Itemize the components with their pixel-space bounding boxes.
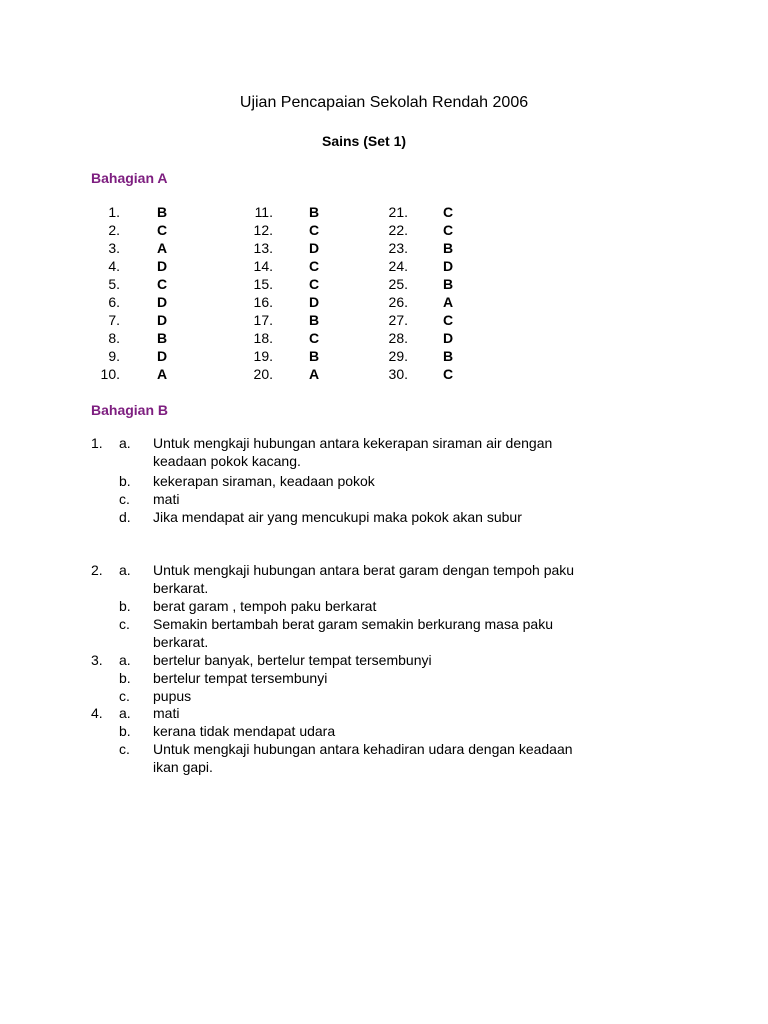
question-number: 30. [388,366,408,382]
question-number: 1. [91,435,103,451]
answer-text: Untuk mengkaji hubungan antara kekerapan siraman air dengan [153,435,553,451]
sub-question-letter: c. [119,741,130,757]
question-number: 1. [108,204,120,220]
sub-question-letter: a. [119,705,131,721]
answer-letter: D [309,294,320,310]
question-number: 9. [108,348,120,364]
answer-text: Jika mendapat air yang mencukupi maka pokok akan subur [153,509,522,525]
question-number: 23. [388,240,408,256]
answer-text: kerana tidak mendapat udara [153,723,336,739]
answer-row [0,275,768,293]
answer-letter: B [443,276,454,292]
answer-letter: B [157,204,168,220]
question-number: 15. [253,276,273,292]
sub-question-letter: a. [119,652,131,668]
answer-text: Semakin bertambah berat garam semakin berkurang masa paku [153,616,553,632]
answer-letter: D [443,258,454,274]
answer-letter: C [309,222,320,238]
question-number: 6. [108,294,120,310]
answer-text: mati [153,491,180,507]
sub-question-letter: a. [119,562,131,578]
answer-text: berkarat. [153,580,209,596]
answer-text: ikan gapi. [153,759,213,775]
answer-row [0,203,768,221]
question-number: 2. [108,222,120,238]
question-number: 13. [253,240,273,256]
document-title: Ujian Pencapaian Sekolah Rendah 2006 [239,94,529,111]
question-number: 22. [388,222,408,238]
sub-question-letter: c. [119,616,130,632]
sub-question-letter: a. [119,435,131,451]
question-number: 27. [388,312,408,328]
question-number: 20. [253,366,273,382]
answer-letter: D [157,294,168,310]
answer-text: kekerapan siraman, keadaan pokok [153,473,375,489]
answer-row [0,293,768,311]
question-number: 12. [253,222,273,238]
question-number: 8. [108,330,120,346]
answer-letter: D [157,312,168,328]
question-number: 21. [388,204,408,220]
answer-letter: D [157,348,168,364]
answer-letter: D [157,258,168,274]
answer-letter: B [309,312,320,328]
question-number: 3. [91,652,103,668]
answer-letter: D [443,330,454,346]
sub-question-letter: c. [119,688,130,704]
answer-text: Untuk mengkaji hubungan antara kehadiran udara dengan keadaan [153,741,573,757]
section-b-heading: Bahagian B [91,402,169,418]
question-number: 28. [388,330,408,346]
question-number: 11. [254,204,273,220]
answer-row [0,257,768,275]
answer-letter: B [157,330,168,346]
answer-letter: C [157,276,168,292]
answer-text: berat garam , tempoh paku berkarat [153,598,377,614]
answer-letter: C [309,276,320,292]
answer-letter: C [443,366,454,382]
answer-row [0,239,768,257]
question-number: 10. [100,366,120,382]
answer-letter: A [309,366,320,382]
answer-letter: C [443,204,454,220]
sub-question-letter: b. [119,723,131,739]
answer-row [0,365,768,383]
question-number: 4. [108,258,120,274]
answer-letter: D [309,240,320,256]
answer-text: bertelur banyak, bertelur tempat tersembunyi [153,652,432,668]
answer-grid-section-a [0,203,768,383]
question-number: 3. [108,240,120,256]
answer-text: pupus [153,688,192,704]
question-number: 29. [388,348,408,364]
answer-row [0,221,768,239]
section-a-heading: Bahagian A [91,170,168,186]
question-number: 14. [253,258,273,274]
question-number: 4. [91,705,103,721]
answer-letter: C [157,222,168,238]
answer-row [0,311,768,329]
question-number: 2. [91,562,103,578]
answer-letter: B [443,348,454,364]
answer-letter: B [309,204,320,220]
question-number: 19. [253,348,273,364]
sub-question-letter: b. [119,670,131,686]
answer-text: keadaan pokok kacang. [153,453,301,469]
answer-letter: A [157,240,168,256]
question-number: 25. [388,276,408,292]
answer-letter: A [443,294,454,310]
sub-question-letter: b. [119,473,131,489]
answer-text: mati [153,705,180,721]
sub-question-letter: d. [119,509,131,525]
answer-text: Untuk mengkaji hubungan antara berat garam dengan tempoh paku [153,562,575,578]
answer-letter: C [443,222,454,238]
question-number: 5. [108,276,120,292]
answer-letter: B [309,348,320,364]
question-number: 7. [108,312,120,328]
answer-letter: C [443,312,454,328]
question-number: 17. [253,312,273,328]
question-number: 18. [253,330,273,346]
question-number: 24. [388,258,408,274]
answer-letter: C [309,258,320,274]
answer-letter: C [309,330,320,346]
answer-text: bertelur tempat tersembunyi [153,670,328,686]
sub-question-letter: c. [119,491,130,507]
answer-text: berkarat. [153,634,209,650]
answer-row [0,329,768,347]
question-number: 16. [253,294,273,310]
answer-letter: A [157,366,168,382]
question-number: 26. [388,294,408,310]
document-subtitle: Sains (Set 1) [321,133,407,149]
answer-row [0,347,768,365]
sub-question-letter: b. [119,598,131,614]
answer-letter: B [443,240,454,256]
